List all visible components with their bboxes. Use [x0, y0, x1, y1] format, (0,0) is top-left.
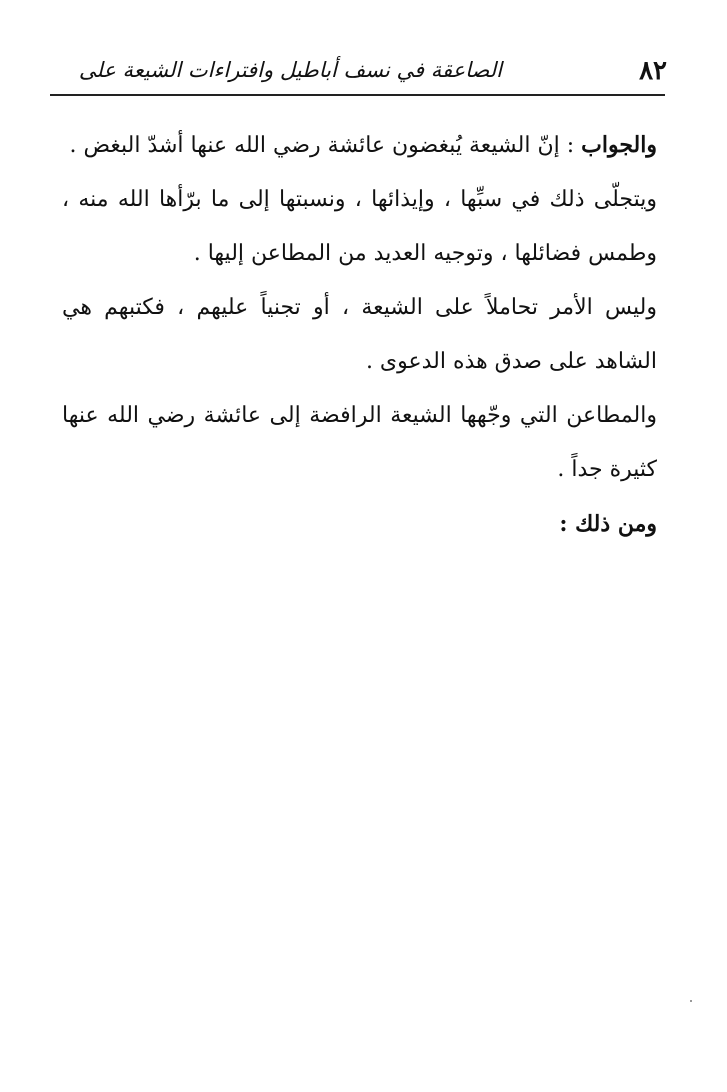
header-divider: [50, 94, 665, 96]
answer-text: : إنّ الشيعة يُبغضون عائشة رضي الله عنها أشدّ البغض .: [69, 133, 575, 158]
subheading: ومن ذلك :: [559, 511, 657, 537]
running-title: الصاعقة في نسف أباطيل وافتراءات الشيعة على: [78, 58, 502, 82]
answer-label: والجواب: [581, 132, 657, 158]
paragraph-4: والمطاعن التي وجّهها الشيعة الرافضة إلى عائشة رضي الله عنها كثيرة جداً .: [62, 403, 657, 482]
paragraph-2: ويتجلّى ذلك في سبِّها ، وإيذائها ، ونسبتها إلى ما برّأها الله منه ، وطمس فضائلها ، وتوجيه العديد من المطاعن إليها .: [62, 187, 658, 266]
answer-paragraph: [62, 118, 657, 173]
page-body: [62, 118, 657, 551]
page-number: ٨٢: [639, 56, 667, 86]
page-header: [40, 50, 667, 94]
paragraph-3: وليس الأمر تحاملاً على الشيعة ، أو تجنياً عليهم ، فكتبهم هي الشاهد على صدق هذه الدعوى .: [62, 295, 657, 374]
scan-speck: [690, 1000, 692, 1002]
